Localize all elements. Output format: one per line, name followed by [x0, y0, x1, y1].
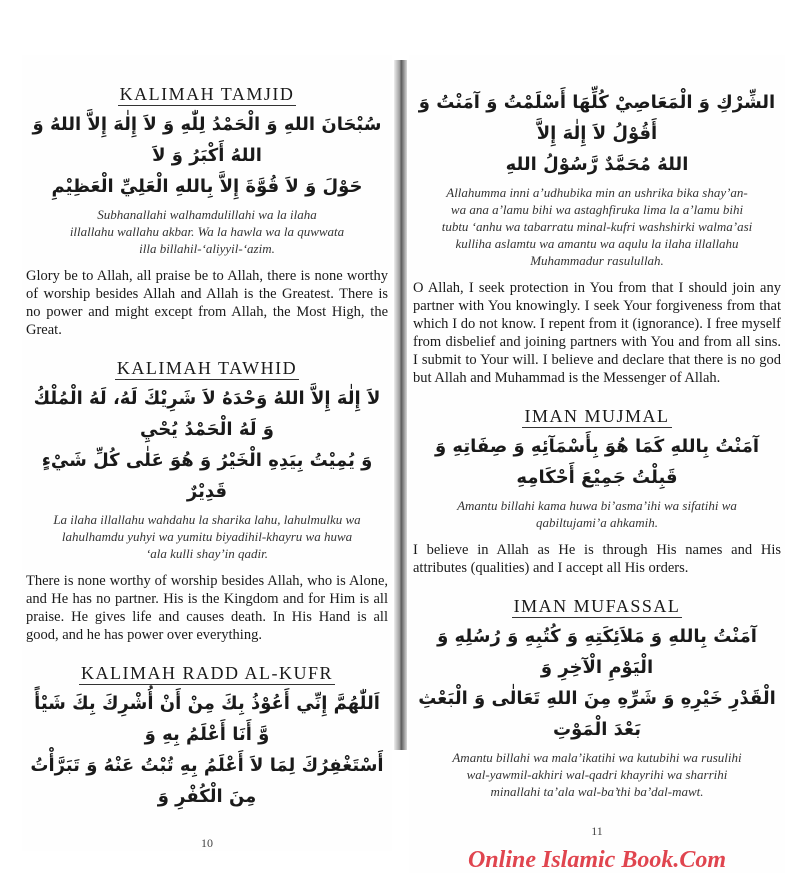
- transliteration: La ilaha illallahu wahdahu la sharika lahu, lahulmulku wa lahulhamdu yuhyi wa yumitu biyadihil-khayru wa huwa ‘ala kulli shay’in qadir.: [53, 512, 361, 561]
- arabic-line: وَ يُمِيْتُ بِيَدِهِ الْخَيْرُ وَ هُوَ عَلٰى كُلِّ شَيْءٍ قَدِيْرٌ: [41, 450, 373, 502]
- transliteration: Amantu billahi kama huwa bi’asma’ihi wa sifatihi wa qabiltujami’a ahkamih.: [457, 498, 737, 530]
- translation: Glory be to Allah, all praise be to Allah, there is none worthy of worship besides Allah and Allah is the Greatest. There is no power and might except from Allah, the Most High, the Great.: [26, 268, 388, 338]
- book-gutter: [394, 60, 407, 750]
- arabic-line: آمَنْتُ بِاللهِ كَمَا هُوَ بِأَسْمَآئِهِ وَ صِفَاتِهِ وَ قَبِلْتُ جَمِيْعَ أَحْكَامِهِ: [434, 436, 760, 488]
- arabic-line: آمَنْتُ بِاللهِ وَ مَلاَئِكَتِهِ وَ كُتُبِهِ وَ رُسُلِهِ وَ الْيَوْمِ الْآخِرِ وَ: [437, 626, 757, 678]
- translation: There is none worthy of worship besides Allah, who is Alone, and He has no partner. His is the Kingdom and for Him is all praise. He gives life and causes death. In His Hand is all good, and he has power over everything.: [26, 573, 388, 643]
- section-title: IMAN MUJMAL: [524, 406, 670, 426]
- arabic-text: [413, 431, 781, 493]
- arabic-line: سُبْحَانَ اللهِ وَ الْحَمْدُ لِلّٰهِ وَ لاَ إِلٰهَ إِلاَّ اللهُ وَ اللهُ أَكْبَرُ وَ لاَ: [32, 114, 382, 166]
- arabic-text: [26, 109, 388, 202]
- translation: O Allah, I seek protection in You from that I should join any partner with You knowingly. I seek Your forgiveness from that which I do not know. I repent from it (ignorance). I free myself from disbelief and joining partners with You and from all sins. I submit to Your will. I believe and declare that there is no god but Allah and Muhammad is the Messenger of Allah.: [413, 280, 781, 386]
- arabic-line: اَللّٰهُمَّ إِنِّي أَعُوْذُ بِكَ مِنْ أَنْ أُشْرِكَ بِكَ شَيْأً وَّ أَنَا أَعْلَمُ بِهِ وَ: [34, 693, 380, 745]
- arabic-line: حَوْلَ وَ لاَ قُوَّةَ إِلاَّ بِاللهِ الْعَلِيِّ الْعَظِيْمِ: [51, 176, 363, 197]
- arabic-text: [26, 383, 388, 507]
- section-title: KALIMAH TAMJID: [119, 84, 295, 104]
- right-page: [409, 55, 785, 873]
- left-page: [22, 55, 392, 851]
- arabic-text: [413, 621, 781, 745]
- arabic-line: أَسْتَغْفِرُكَ لِمَا لاَ أَعْلَمُ بِهِ تُبْتُ عَنْهُ وَ تَبَرَّأْتُ مِنَ الْكُفْرِ وَ: [30, 755, 384, 807]
- page-number: 10: [201, 836, 213, 850]
- arabic-line: لاَ إِلٰهَ إِلاَّ اللهُ وَحْدَهُ لاَ شَرِيْكَ لَهُ، لَهُ الْمُلْكُ وَ لَهُ الْحَمْدُ يُحْيِ: [33, 388, 381, 440]
- arabic-line: اللهُ مُحَمَّدٌ رَّسُوْلُ اللهِ: [505, 154, 689, 175]
- page-number: 11: [591, 824, 603, 838]
- transliteration: Amantu billahi wa mala’ikatihi wa kutubihi wa rusulihi wal-yawmil-akhiri wal-qadri khayrihi wa sharrihi minallahi ta’ala wal-ba’thi ba’dal-mawt.: [452, 750, 742, 799]
- section-title: KALIMAH TAWHID: [116, 358, 298, 378]
- arabic-text: [26, 688, 388, 812]
- translation: I believe in Allah as He is through His names and His attributes (qualities) and I accept all His orders.: [413, 542, 781, 576]
- arabic-text: [413, 87, 781, 180]
- transliteration: Subhanallahi walhamdulillahi wa la ilaha illallahu wallahu akbar. Wa la hawla wa la quwwata illa billahil-‘aliyyil-‘azim.: [69, 207, 345, 256]
- arabic-line: الْقَدْرِ خَيْرِهِ وَ شَرِّهِ مِنَ اللهِ تَعَالٰى وَ الْبَعْثِ بَعْدَ الْمَوْتِ: [418, 688, 776, 740]
- arabic-line: الشِّرْكِ وَ الْمَعَاصِيْ كُلِّهَا أَسْلَمْتُ وَ آمَنْتُ وَ أَقُوْلُ لاَ إِلٰهَ إِلاَّ: [418, 92, 776, 144]
- section-title: IMAN MUFASSAL: [513, 596, 681, 616]
- watermark: Online Islamic Book.Com: [467, 847, 727, 873]
- section-title: KALIMAH RADD AL-KUFR: [80, 663, 333, 683]
- transliteration: Allahumma inni a’udhubika min an ushrika bika shay’an- wa ana a’lamu bihi wa astaghfiruka lima la a’lamu bihi tubtu ‘anhu wa tabarratu minal-kufri washshirki walma’asi kulliha aslamtu wa amantu wa aqulu la ilaha illallahu Muhammadur rasulullah.: [441, 185, 753, 268]
